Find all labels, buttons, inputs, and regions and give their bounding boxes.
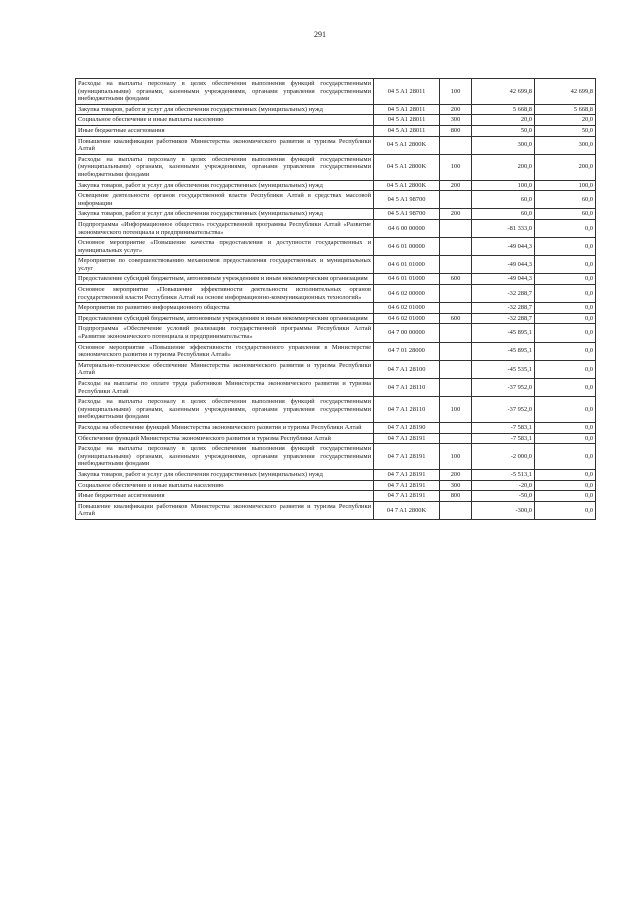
row-amount-2-cell: 0,0 (535, 480, 596, 491)
row-expense-type-cell (440, 501, 472, 519)
row-name-cell: Социальное обеспечение и иные выплаты населению (76, 115, 374, 126)
row-name-cell: Иные бюджетные ассигнования (76, 125, 374, 136)
row-name-cell: Расходы на выплаты персоналу в целях обеспечения выполнения функций государственными (муниципальными) органами, казенными учреждениями, органами управления государственными внебюджетными фондами (76, 154, 374, 180)
row-expense-type-cell: 200 (440, 104, 472, 115)
table-row (76, 238, 596, 256)
row-amount-2-cell: 0,0 (535, 274, 596, 285)
row-amount-1-cell: -7 583,1 (472, 433, 535, 444)
row-code-cell: 04 7 01 28000 (374, 342, 440, 360)
row-amount-2-cell: 0,0 (535, 360, 596, 378)
row-amount-2-cell: 0,0 (535, 491, 596, 502)
row-name-cell: Повышение квалификации работников Министерства экономического развития и туризма Республики Алтай (76, 136, 374, 154)
row-expense-type-cell: 200 (440, 180, 472, 191)
row-amount-2-cell: 300,0 (535, 136, 596, 154)
row-amount-2-cell: 0,0 (535, 285, 596, 303)
row-amount-1-cell: 100,0 (472, 180, 535, 191)
row-amount-1-cell: -81 333,0 (472, 219, 535, 237)
row-code-cell: 04 6 02 01000 (374, 303, 440, 314)
row-expense-type-cell (440, 324, 472, 342)
row-amount-2-cell: 0,0 (535, 313, 596, 324)
row-name-cell: Расходы на выплаты персоналу в целях обеспечения выполнения функций государственными (муниципальными) органами, казенными учреждениями, органами управления государственными внебюджетными фондами (76, 79, 374, 105)
row-amount-1-cell: 20,0 (472, 115, 535, 126)
row-expense-type-cell (440, 360, 472, 378)
table-row (76, 104, 596, 115)
row-expense-type-cell (440, 136, 472, 154)
row-name-cell: Освещение деятельности органов государственной власти Республики Алтай в средствах массовой информации (76, 191, 374, 209)
row-amount-1-cell: -37 952,0 (472, 379, 535, 397)
table-row (76, 125, 596, 136)
row-expense-type-cell (440, 422, 472, 433)
row-amount-2-cell: 200,0 (535, 154, 596, 180)
table-row (76, 501, 596, 519)
row-amount-1-cell: -45 895,1 (472, 324, 535, 342)
row-name-cell: Расходы на выплаты персоналу в целях обеспечения выполнения функций государственными (муниципальными) органами, казенными учреждениями, органами управления государственными внебюджетными фондами (76, 444, 374, 470)
row-expense-type-cell: 600 (440, 274, 472, 285)
row-amount-2-cell: 0,0 (535, 469, 596, 480)
row-amount-2-cell: 0,0 (535, 238, 596, 256)
table-row (76, 209, 596, 220)
row-code-cell: 04 7 A1 28191 (374, 444, 440, 470)
row-amount-1-cell: -5 513,1 (472, 469, 535, 480)
row-amount-1-cell: 60,0 (472, 209, 535, 220)
row-code-cell: 04 7 00 00000 (374, 324, 440, 342)
row-amount-1-cell: -50,0 (472, 491, 535, 502)
table-row (76, 313, 596, 324)
row-amount-1-cell: 5 668,8 (472, 104, 535, 115)
row-amount-1-cell: -32 288,7 (472, 313, 535, 324)
table-row (76, 444, 596, 470)
table-row (76, 379, 596, 397)
row-expense-type-cell: 300 (440, 480, 472, 491)
row-expense-type-cell (440, 285, 472, 303)
row-expense-type-cell (440, 379, 472, 397)
row-name-cell: Обеспечение функций Министерства экономического развития и туризма Республики Алтай (76, 433, 374, 444)
row-code-cell: 04 6 01 00000 (374, 238, 440, 256)
table-row (76, 433, 596, 444)
table-row (76, 191, 596, 209)
row-name-cell: Повышение квалификации работников Министерства экономического развития и туризма Республики Алтай (76, 501, 374, 519)
row-code-cell: 04 6 02 01000 (374, 313, 440, 324)
row-expense-type-cell: 100 (440, 444, 472, 470)
table-row (76, 324, 596, 342)
row-name-cell: Мероприятия по совершенствованию механизмов предоставления государственных и муниципальных услуг (76, 256, 374, 274)
row-name-cell: Закупка товаров, работ и услуг для обеспечения государственных (муниципальных) нужд (76, 180, 374, 191)
table-row (76, 79, 596, 105)
row-name-cell: Предоставление субсидий бюджетным, автономным учреждениям и иным некоммерческим организациям (76, 274, 374, 285)
row-expense-type-cell: 200 (440, 469, 472, 480)
row-expense-type-cell: 100 (440, 397, 472, 423)
table-row (76, 274, 596, 285)
row-name-cell: Расходы на выплаты персоналу в целях обеспечения выполнения функций государственными (муниципальными) органами, казенными учреждениями, органами управления государственными внебюджетными фондами (76, 397, 374, 423)
table-row (76, 397, 596, 423)
table-row (76, 480, 596, 491)
table-row (76, 469, 596, 480)
row-name-cell: Основное мероприятие «Повышение эффективности государственного управления в Министерстве экономического развития и туризма Республики Алтай» (76, 342, 374, 360)
row-amount-1-cell: -37 952,0 (472, 397, 535, 423)
row-amount-2-cell: 0,0 (535, 303, 596, 314)
row-amount-2-cell: 60,0 (535, 209, 596, 220)
row-code-cell: 04 7 A1 28110 (374, 379, 440, 397)
row-code-cell: 04 6 00 00000 (374, 219, 440, 237)
row-amount-2-cell: 0,0 (535, 219, 596, 237)
row-code-cell: 04 5 A1 28011 (374, 115, 440, 126)
row-amount-2-cell: 100,0 (535, 180, 596, 191)
row-expense-type-cell (440, 191, 472, 209)
budget-table-body (76, 79, 596, 520)
row-code-cell: 04 5 A1 28011 (374, 79, 440, 105)
row-expense-type-cell (440, 219, 472, 237)
row-expense-type-cell: 800 (440, 125, 472, 136)
table-row (76, 303, 596, 314)
row-code-cell: 04 5 A1 2800K (374, 180, 440, 191)
row-code-cell: 04 7 A1 28191 (374, 433, 440, 444)
row-amount-2-cell: 42 699,8 (535, 79, 596, 105)
row-expense-type-cell: 600 (440, 313, 472, 324)
table-row (76, 342, 596, 360)
table-row (76, 422, 596, 433)
row-amount-1-cell: 50,0 (472, 125, 535, 136)
row-amount-2-cell: 0,0 (535, 397, 596, 423)
row-name-cell: Расходы на обеспечение функций Министерства экономического развития и туризма Республики Алтай (76, 422, 374, 433)
row-amount-1-cell: -300,0 (472, 501, 535, 519)
row-code-cell: 04 5 A1 2800K (374, 154, 440, 180)
table-row (76, 115, 596, 126)
row-expense-type-cell (440, 433, 472, 444)
row-amount-1-cell: -49 044,3 (472, 256, 535, 274)
row-name-cell: Предоставление субсидий бюджетным, автономным учреждениям и иным некоммерческим организациям (76, 313, 374, 324)
row-name-cell: Подпрограмма «Информационное общество» государственной программы Республики Алтай «Развитие экономического потенциала и предпринимательства» (76, 219, 374, 237)
row-code-cell: 04 5 A1 28011 (374, 125, 440, 136)
row-amount-2-cell: 5 668,8 (535, 104, 596, 115)
row-name-cell: Мероприятия по развитию информационного общества (76, 303, 374, 314)
row-code-cell: 04 6 01 01000 (374, 256, 440, 274)
row-name-cell: Закупка товаров, работ и услуг для обеспечения государственных (муниципальных) нужд (76, 209, 374, 220)
table-row (76, 136, 596, 154)
row-amount-2-cell: 0,0 (535, 379, 596, 397)
row-amount-2-cell: 0,0 (535, 433, 596, 444)
row-amount-1-cell: -49 044,3 (472, 238, 535, 256)
row-expense-type-cell: 300 (440, 115, 472, 126)
table-row (76, 491, 596, 502)
row-code-cell: 04 5 A1 28011 (374, 104, 440, 115)
row-expense-type-cell: 100 (440, 79, 472, 105)
row-amount-1-cell: -45 535,1 (472, 360, 535, 378)
row-amount-1-cell: -49 044,3 (472, 274, 535, 285)
row-name-cell: Основное мероприятие «Повышение качества предоставления и доступности государственных и муниципальных услуг» (76, 238, 374, 256)
row-amount-2-cell: 0,0 (535, 342, 596, 360)
row-name-cell: Социальное обеспечение и иные выплаты населению (76, 480, 374, 491)
row-code-cell: 04 7 A1 28191 (374, 469, 440, 480)
row-name-cell: Закупка товаров, работ и услуг для обеспечения государственных (муниципальных) нужд (76, 104, 374, 115)
row-name-cell: Иные бюджетные ассигнования (76, 491, 374, 502)
row-code-cell: 04 5 A1 98700 (374, 209, 440, 220)
row-name-cell: Расходы на выплаты по оплате труда работников Министерства экономического развития и туризма Республики Алтай (76, 379, 374, 397)
row-amount-1-cell: 200,0 (472, 154, 535, 180)
row-amount-1-cell: -2 000,0 (472, 444, 535, 470)
row-amount-1-cell: -32 288,7 (472, 303, 535, 314)
row-expense-type-cell: 200 (440, 209, 472, 220)
row-expense-type-cell (440, 342, 472, 360)
row-amount-2-cell: 20,0 (535, 115, 596, 126)
row-code-cell: 04 7 A1 28191 (374, 480, 440, 491)
row-amount-2-cell: 0,0 (535, 324, 596, 342)
row-amount-1-cell: -20,0 (472, 480, 535, 491)
row-code-cell: 04 7 A1 28100 (374, 360, 440, 378)
row-code-cell: 04 7 A1 28110 (374, 397, 440, 423)
row-amount-1-cell: 300,0 (472, 136, 535, 154)
row-amount-1-cell: 42 699,8 (472, 79, 535, 105)
row-code-cell: 04 7 A1 28191 (374, 491, 440, 502)
row-name-cell: Материально-техническое обеспечение Министерства экономического развития и туризма Республики Алтай (76, 360, 374, 378)
row-code-cell: 04 6 02 00000 (374, 285, 440, 303)
row-expense-type-cell (440, 303, 472, 314)
row-amount-1-cell: 60,0 (472, 191, 535, 209)
row-code-cell: 04 7 A1 2800K (374, 501, 440, 519)
table-row (76, 256, 596, 274)
row-code-cell: 04 5 A1 2800K (374, 136, 440, 154)
row-amount-2-cell: 0,0 (535, 444, 596, 470)
row-amount-1-cell: -45 895,1 (472, 342, 535, 360)
row-amount-1-cell: -7 583,1 (472, 422, 535, 433)
table-row (76, 360, 596, 378)
table-row (76, 180, 596, 191)
page-number: 291 (314, 30, 326, 39)
row-code-cell: 04 7 A1 28190 (374, 422, 440, 433)
row-expense-type-cell (440, 256, 472, 274)
row-expense-type-cell (440, 238, 472, 256)
row-amount-1-cell: -32 288,7 (472, 285, 535, 303)
row-code-cell: 04 5 A1 98700 (374, 191, 440, 209)
row-expense-type-cell: 100 (440, 154, 472, 180)
row-amount-2-cell: 0,0 (535, 256, 596, 274)
table-row (76, 285, 596, 303)
row-code-cell: 04 6 01 01000 (374, 274, 440, 285)
row-amount-2-cell: 0,0 (535, 422, 596, 433)
row-name-cell: Закупка товаров, работ и услуг для обеспечения государственных (муниципальных) нужд (76, 469, 374, 480)
row-name-cell: Основное мероприятие «Повышение эффективности деятельности исполнительных органов государственной власти Республики Алтай на основе информационно-коммуникационных технологий» (76, 285, 374, 303)
row-amount-2-cell: 0,0 (535, 501, 596, 519)
row-expense-type-cell: 800 (440, 491, 472, 502)
row-name-cell: Подпрограмма «Обеспечение условий реализации государственной программы Республики Алтай «Развитие экономического потенциала и предпринимательства» (76, 324, 374, 342)
row-amount-2-cell: 50,0 (535, 125, 596, 136)
table-row (76, 219, 596, 237)
budget-table (75, 78, 596, 520)
row-amount-2-cell: 60,0 (535, 191, 596, 209)
table-row (76, 154, 596, 180)
